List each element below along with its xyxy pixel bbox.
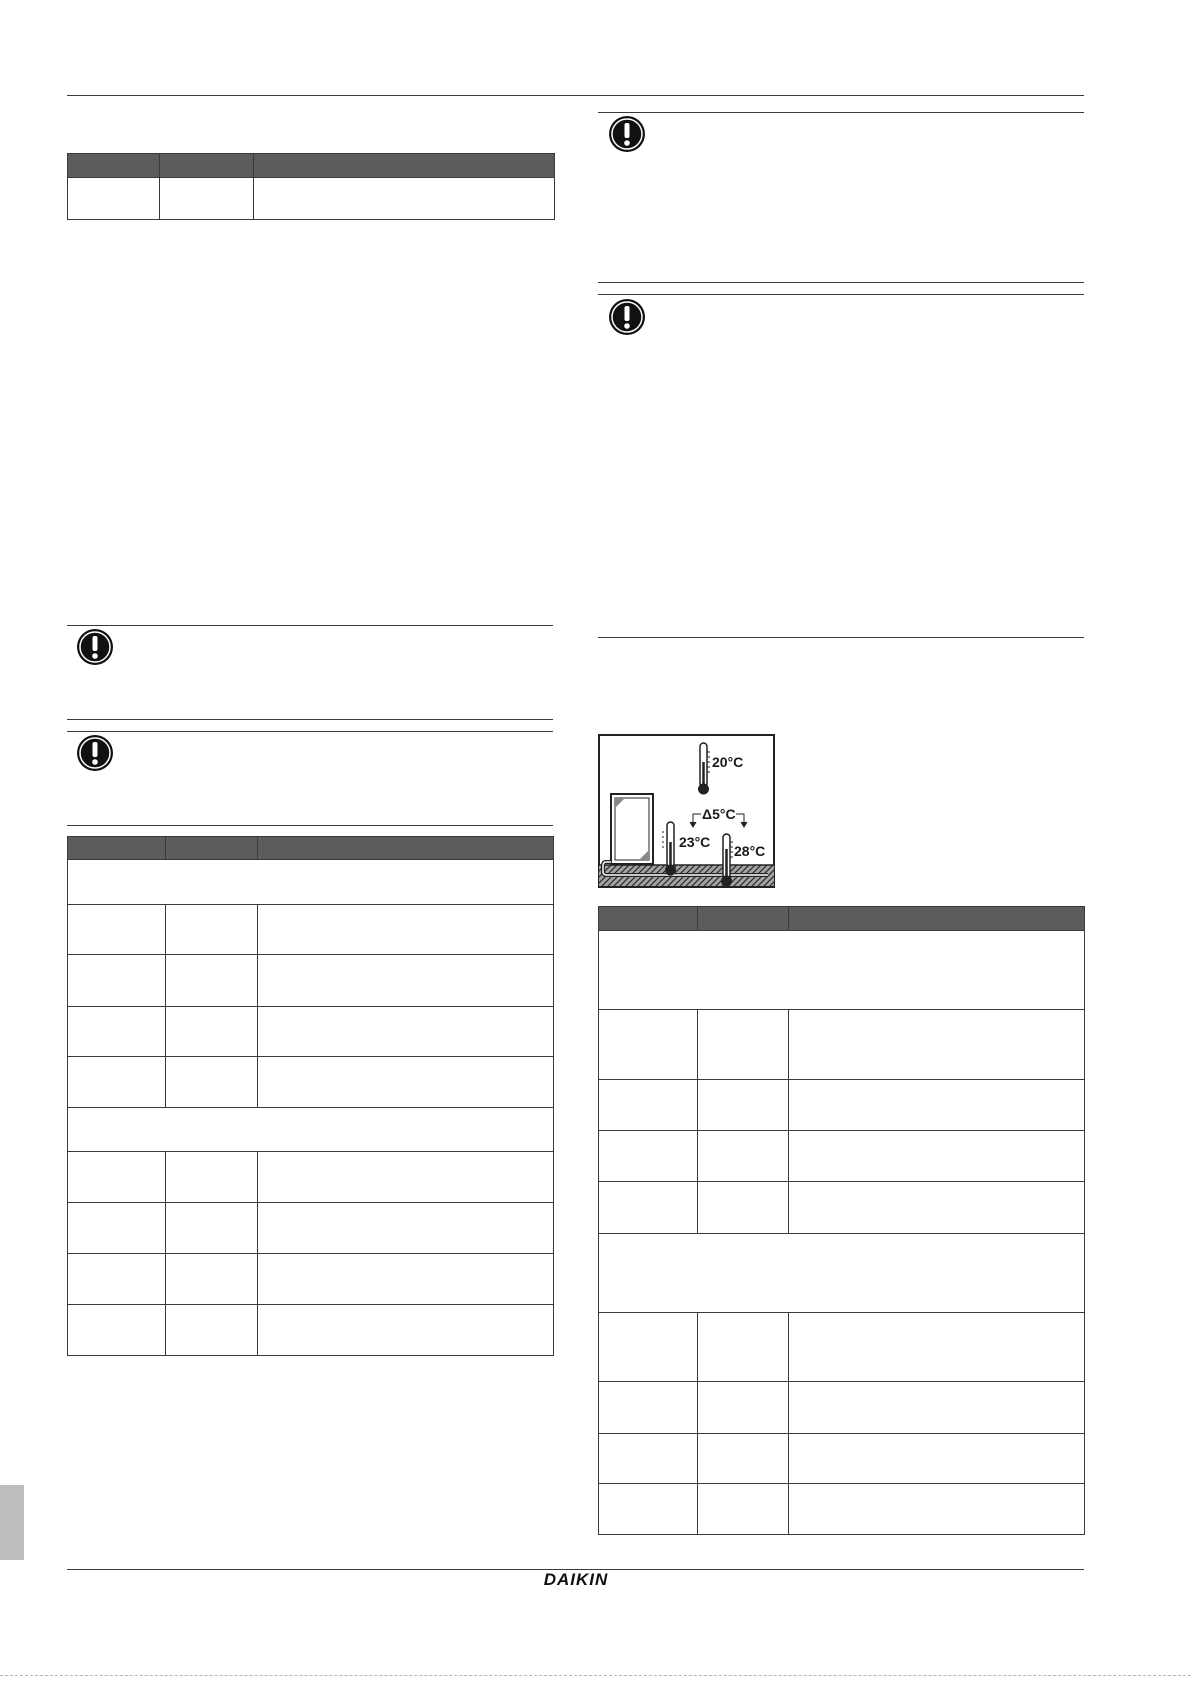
header-cell [68, 837, 166, 860]
table-row [68, 178, 555, 220]
table-cell [789, 1010, 1085, 1080]
notice-icon [76, 734, 114, 772]
floor-heating-figure [598, 734, 775, 888]
table-section-row [68, 860, 554, 905]
table-cell [166, 1007, 258, 1057]
temperature-difference-label: Δ5°C [702, 806, 736, 822]
table-cell [68, 1007, 166, 1057]
table-row [68, 1057, 554, 1108]
table-cell [599, 1010, 698, 1080]
table-row [68, 905, 554, 955]
table-cell [68, 1152, 166, 1203]
settings-table-2 [67, 836, 554, 1356]
table-row [68, 1007, 554, 1057]
table-cell [68, 905, 166, 955]
table-cell [789, 1313, 1085, 1382]
table-cell [258, 1254, 554, 1305]
table-header-row [599, 907, 1085, 931]
notice-top-rule [598, 112, 1084, 113]
settings-table-3 [598, 906, 1085, 1535]
table-row [68, 1152, 554, 1203]
table-cell [68, 1057, 166, 1108]
table-cell [258, 1007, 554, 1057]
table-cell [599, 1434, 698, 1484]
table-cell [166, 1305, 258, 1356]
header-cell [68, 154, 160, 178]
room-temperature-label: 20°C [712, 754, 744, 770]
table-cell [698, 1382, 789, 1434]
table-cell [789, 1434, 1085, 1484]
table-row [599, 1434, 1085, 1484]
table-cell [698, 1182, 789, 1234]
notice-bottom-rule [598, 282, 1084, 283]
table-row [68, 1203, 554, 1254]
table-cell [258, 905, 554, 955]
notice-top-rule [598, 294, 1084, 295]
table-cell [599, 1382, 698, 1434]
table-header-row [68, 837, 554, 860]
scan-artifact-line [0, 1675, 1191, 1676]
table-cell [698, 1313, 789, 1382]
table-section-row [68, 1108, 554, 1152]
table-cell [599, 1313, 698, 1382]
notice-bottom-rule [67, 719, 553, 720]
table-cell [68, 178, 160, 220]
table-cell [166, 905, 258, 955]
table-row [68, 955, 554, 1007]
heat-pump-unit-icon [611, 794, 653, 864]
header-cell [160, 154, 254, 178]
table-cell [166, 1254, 258, 1305]
notice-icon [76, 628, 114, 666]
table-row [599, 1182, 1085, 1234]
section-cell [68, 860, 554, 905]
notice-bottom-rule [67, 825, 553, 826]
header-cell [599, 907, 698, 931]
table-cell [789, 1484, 1085, 1535]
header-rule [67, 95, 1084, 96]
table-cell [599, 1080, 698, 1131]
table-cell [258, 1305, 554, 1356]
section-cell [599, 1234, 1085, 1313]
table-cell [68, 955, 166, 1007]
daikin-logo: DAIKIN [543, 1570, 609, 1589]
table-row [599, 1010, 1085, 1080]
table-cell [789, 1080, 1085, 1131]
table-cell [698, 1484, 789, 1535]
table-cell [789, 1182, 1085, 1234]
table-cell [599, 1484, 698, 1535]
header-cell [254, 154, 555, 178]
notice-icon [608, 115, 646, 153]
table-cell [698, 1010, 789, 1080]
table-cell [68, 1254, 166, 1305]
table-section-row [599, 1234, 1085, 1313]
table-cell [166, 955, 258, 1007]
table-cell [166, 1203, 258, 1254]
notice-icon [608, 298, 646, 336]
section-cell [68, 1108, 554, 1152]
table-row [599, 1484, 1085, 1535]
table-cell [698, 1080, 789, 1131]
header-cell [698, 907, 789, 931]
table-cell [258, 1203, 554, 1254]
table-row [68, 1305, 554, 1356]
table-row [599, 1080, 1085, 1131]
notice-bottom-rule [598, 637, 1084, 638]
table-cell [166, 1152, 258, 1203]
table-row [599, 1382, 1085, 1434]
table-cell [258, 1057, 554, 1108]
table-row [68, 1254, 554, 1305]
table-cell [599, 1131, 698, 1182]
table-cell [166, 1057, 258, 1108]
table-row [599, 1131, 1085, 1182]
section-cell [599, 931, 1085, 1010]
table-cell [68, 1305, 166, 1356]
table-cell [789, 1131, 1085, 1182]
table-row [599, 1313, 1085, 1382]
table-cell [789, 1382, 1085, 1434]
table-cell [258, 1152, 554, 1203]
table-cell [68, 1203, 166, 1254]
table-cell [254, 178, 555, 220]
settings-table-1 [67, 153, 555, 220]
table-cell [599, 1182, 698, 1234]
table-cell [698, 1131, 789, 1182]
table-cell [160, 178, 254, 220]
chapter-side-tab [0, 1485, 24, 1560]
header-cell [166, 837, 258, 860]
table-section-row [599, 931, 1085, 1010]
header-cell [789, 907, 1085, 931]
table-cell [698, 1434, 789, 1484]
return-temperature-label: 23°C [679, 834, 711, 850]
notice-top-rule [67, 625, 553, 626]
table-cell [258, 955, 554, 1007]
supply-temperature-label: 28°C [734, 843, 766, 859]
notice-top-rule [67, 731, 553, 732]
table-header-row [68, 154, 555, 178]
header-cell [258, 837, 554, 860]
